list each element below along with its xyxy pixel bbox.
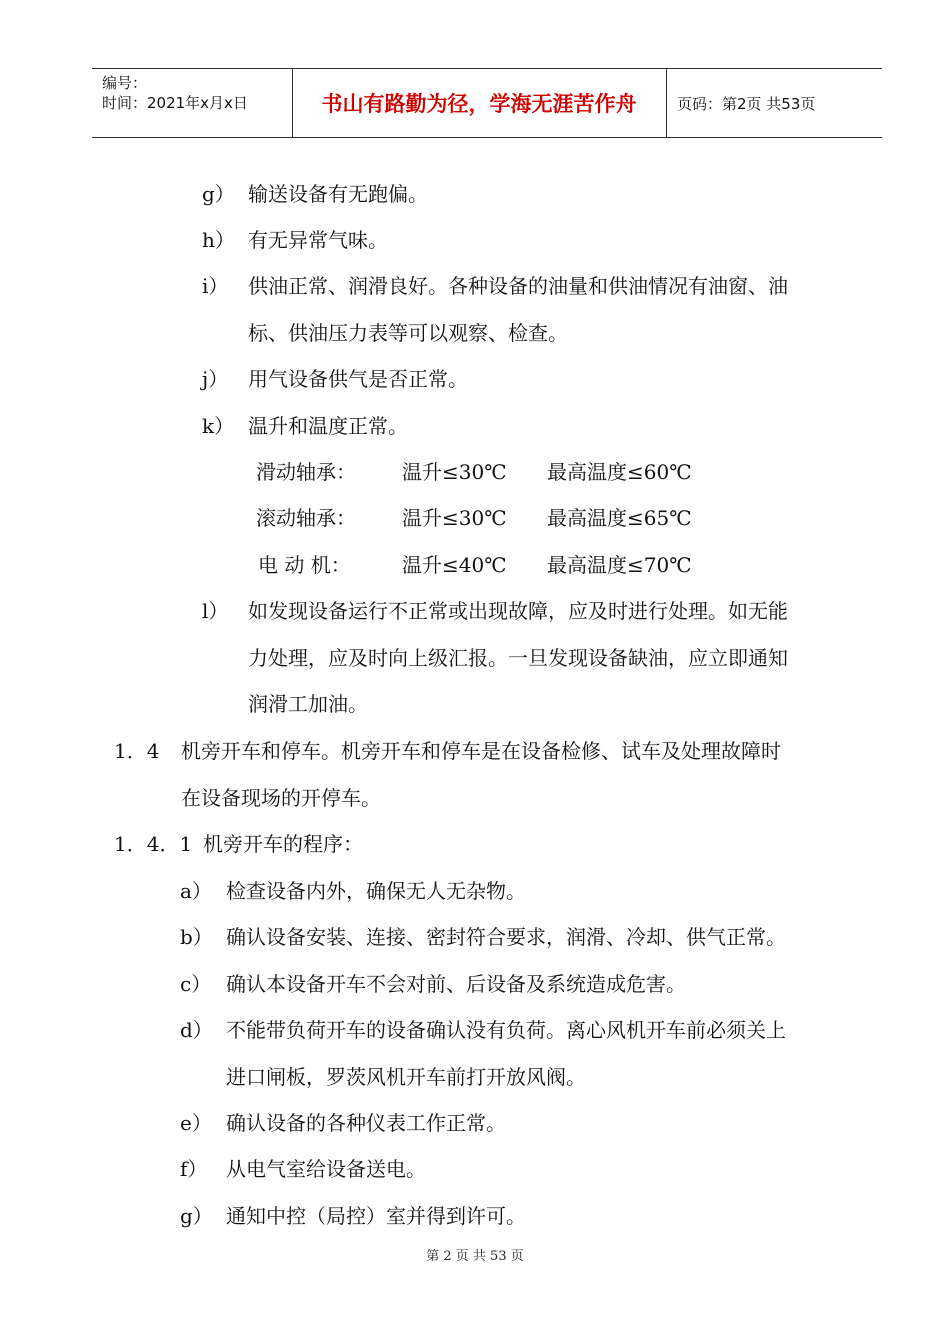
item-text-continued: 标、供油压力表等可以观察、检查。 (248, 321, 568, 345)
header-motto: 书山有路勤为径，学海无涯苦作舟 (321, 92, 637, 116)
number-label: 编号： (102, 74, 148, 92)
item-text: 从电气室给设备送电。 (226, 1157, 426, 1181)
item-marker: i） (202, 274, 229, 298)
item-text-continued: 进口闸板，罗茨风机开车前打开放风阀。 (226, 1065, 586, 1089)
item-marker: g） (202, 182, 235, 206)
item-marker: k） (202, 414, 235, 438)
item-text: 不能带负荷开车的设备确认没有负荷。离心风机开车前必须关上 (226, 1018, 786, 1042)
temp-rise: 温升≤30℃ (402, 506, 507, 530)
item-text: 确认设备安装、连接、密封符合要求，润滑、冷却、供气正常。 (226, 925, 786, 949)
temp-rise: 温升≤30℃ (402, 460, 507, 484)
item-text: 确认设备的各种仪表工作正常。 (226, 1111, 506, 1135)
item-marker: g） (180, 1204, 213, 1228)
page-footer: 第 2 页 共 53 页 (426, 1249, 524, 1264)
temp-label: 滑动轴承： (256, 460, 356, 484)
item-marker: a） (180, 879, 212, 903)
item-marker: d） (180, 1018, 213, 1042)
subsection-number: 1．4．1 (114, 832, 193, 856)
page-header (92, 68, 882, 138)
header-divider (666, 69, 667, 137)
item-marker: f） (180, 1157, 208, 1181)
time-label: 时间：2021年x月x日 (102, 94, 248, 112)
section-text: 机旁开车和停车。机旁开车和停车是在设备检修、试车及处理故障时 (181, 739, 781, 763)
item-text-continued: 润滑工加油。 (248, 692, 368, 716)
item-marker: e） (180, 1111, 212, 1135)
temp-label: 电 动 机： (258, 553, 351, 577)
item-text: 用气设备供气是否正常。 (248, 367, 468, 391)
temp-max: 最高温度≤70℃ (547, 553, 692, 577)
item-text: 温升和温度正常。 (248, 414, 408, 438)
header-page-code: 页码：第2页 共53页 (677, 94, 816, 113)
item-marker: h） (202, 228, 235, 252)
item-marker: l） (202, 599, 229, 623)
item-text: 输送设备有无跑偏。 (248, 182, 428, 206)
item-text-continued: 力处理，应及时向上级汇报。一旦发现设备缺油，应立即通知 (248, 646, 788, 670)
item-text: 如发现设备运行不正常或出现故障，应及时进行处理。如无能 (248, 599, 788, 623)
temp-rise: 温升≤40℃ (402, 553, 507, 577)
section-text-continued: 在设备现场的开停车。 (181, 786, 381, 810)
temp-max: 最高温度≤65℃ (547, 506, 692, 530)
item-marker: j） (202, 367, 229, 391)
subsection-text: 机旁开车的程序： (203, 832, 363, 856)
item-marker: c） (180, 972, 212, 996)
item-text: 通知中控（局控）室并得到许可。 (226, 1204, 526, 1228)
temp-max: 最高温度≤60℃ (547, 460, 692, 484)
item-marker: b） (180, 925, 213, 949)
temp-label: 滚动轴承： (256, 506, 356, 530)
item-text: 有无异常气味。 (248, 228, 388, 252)
item-text: 检查设备内外，确保无人无杂物。 (226, 879, 526, 903)
item-text: 确认本设备开车不会对前、后设备及系统造成危害。 (226, 972, 686, 996)
item-text: 供油正常、润滑良好。各种设备的油量和供油情况有油窗、油 (248, 274, 788, 298)
section-number: 1．4 (114, 739, 160, 763)
header-meta (102, 73, 248, 113)
